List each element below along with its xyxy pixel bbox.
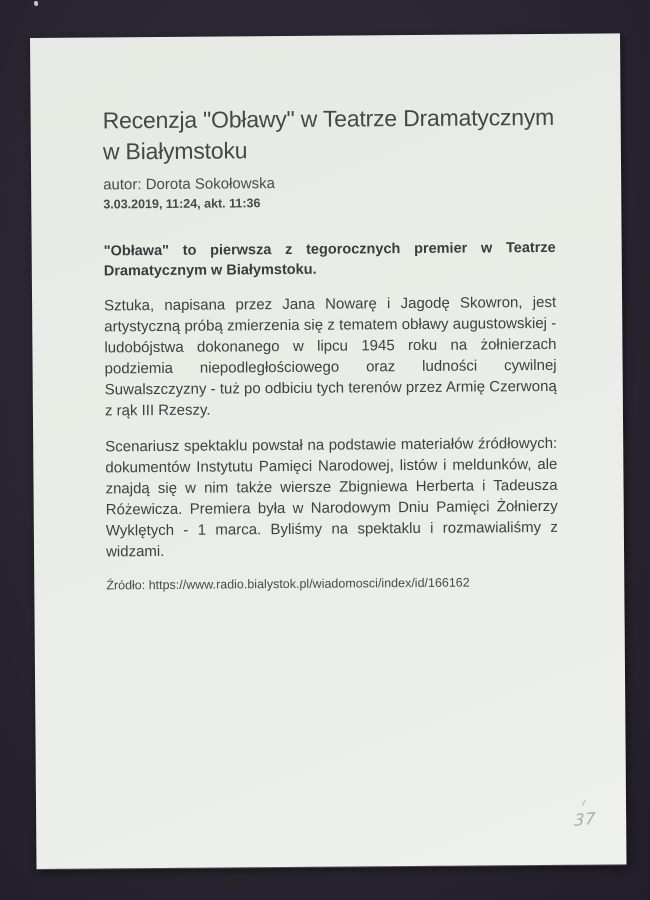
page-title-line-2: w Białymstoku [102,137,248,165]
author-byline: autor: Dorota Sokołowska [103,175,275,194]
body-paragraph-2: Scenariusz spektaklu powstał na podstawie materiałów źródłowych: dokumentów Instytutu Pamięci Narodowej, listów i meldunków, ale znajdą się w nim także wiersze Zbigniewa Herberta i Tadeusza Różewicza. Premiera była w Narodowym Dniu Pamięci Żołnierzy Wyklętych - 1 marca. Byliśmy na spektaklu i rozmawialiśmy z widzami. [105,434,558,561]
scanned-page [30,33,627,869]
body-paragraph-1: Sztuka, napisana przez Jana Nowarę i Jagodę Skowron, jest artystyczną próbą zmierzenia się z tematem obławy augustowskiej - ludobójstwa dokonanego w lipcu 1945 roku na żołnierzach podziemia niepodległościowego oraz ludności cywilnej Suwalszczyzny - tuż po odbiciu tych terenów przez Armię Czerwoną z rąk III Rzeszy. [104,293,557,420]
dust-speck [34,1,38,6]
source-url-line: Źródło: https://www.radio.bialystok.pl/wiadomosci/index/id/166162 [106,575,470,593]
handwritten-page-number: 37 [573,808,597,831]
page-title-line-1: Recenzja "Obławy" w Teatrze Dramatycznym [102,103,555,134]
article-body [104,238,559,594]
pencil-tick-mark [582,800,589,808]
page-title [103,102,555,168]
publish-date: 3.03.2019, 11:24, akt. 11:36 [103,196,261,212]
lead-paragraph: "Obława" to pierwsza z tegorocznych premier w Teatrze Dramatycznym w Białymstoku. [103,239,556,280]
